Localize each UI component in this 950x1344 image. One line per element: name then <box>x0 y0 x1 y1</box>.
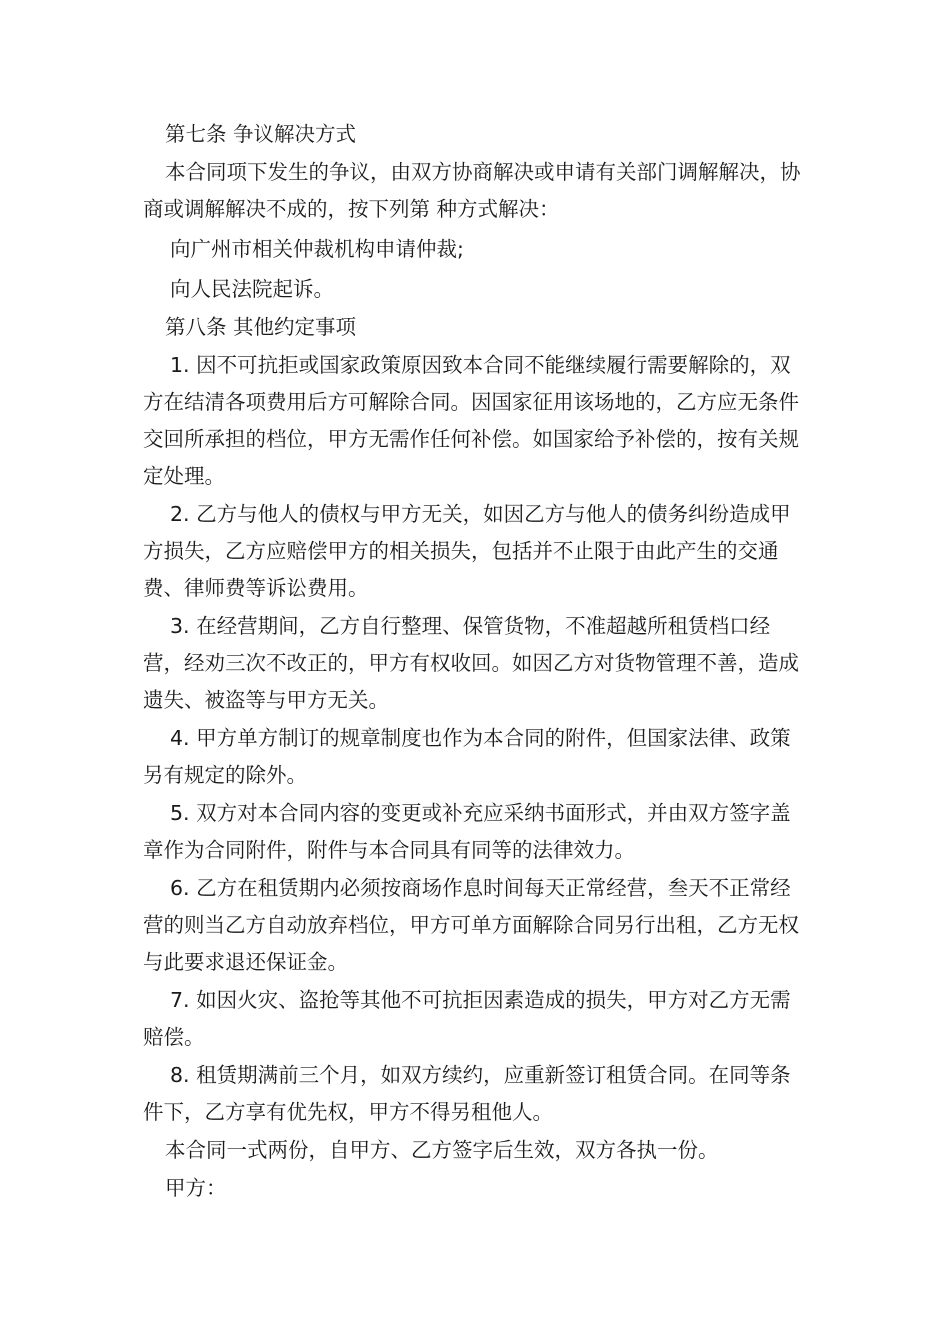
signature-party-a-label: 甲方： <box>165 1176 227 1200</box>
paragraph-copies: 本合同一式两份，自甲方、乙方签字后生效，双方各执一份。 <box>165 1138 719 1162</box>
document-body <box>143 116 811 1207</box>
clause-1: 1. 因不可抗拒或国家政策原因致本合同不能继续履行需要解除的，双方在结清各项费用后方可解除合同。因国家征用该场地的，乙方应无条件交回所承担的档位，甲方无需作任何补偿。如国家给予补偿的，按有关规定处理。 <box>143 353 799 488</box>
clause-7: 7. 如因火灾、盗抢等其他不可抗拒因素造成的损失，甲方对乙方无需赔偿。 <box>143 988 791 1049</box>
clause-3: 3. 在经营期间，乙方自行整理、保管货物，不准超越所租赁档口经营，经劝三次不改正的，甲方有权收回。如因乙方对货物管理不善，造成遗失、被盗等与甲方无关。 <box>143 614 799 712</box>
clause-2: 2. 乙方与他人的债权与甲方无关，如因乙方与他人的债务纠纷造成甲方损失，乙方应赔偿甲方的相关损失，包括并不止限于由此产生的交通费、律师费等诉讼费用。 <box>143 502 791 600</box>
option-arbitration: 向广州市相关仲裁机构申请仲裁; <box>170 237 464 261</box>
section-heading-article-8: 第八条 其他约定事项 <box>165 315 357 339</box>
clause-4: 4. 甲方单方制订的规章制度也作为本合同的附件，但国家法律、政策另有规定的除外。 <box>143 726 791 787</box>
option-court: 向人民法院起诉。 <box>170 277 334 301</box>
clause-5: 5. 双方对本合同内容的变更或补充应采纳书面形式，并由双方签字盖章作为合同附件，附件与本合同具有同等的法律效力。 <box>143 801 791 862</box>
clause-6: 6. 乙方在租赁期内必须按商场作息时间每天正常经营，叁天不正常经营的则当乙方自动放弃档位，甲方可单方面解除合同另行出租，乙方无权与此要求退还保证金。 <box>143 876 799 974</box>
section-heading-article-7: 第七条 争议解决方式 <box>165 122 357 146</box>
paragraph-dispute-resolution: 本合同项下发生的争议，由双方协商解决或申请有关部门调解解决，协商或调解解决不成的，按下列第 种方式解决： <box>143 160 801 221</box>
clause-8: 8. 租赁期满前三个月，如双方续约，应重新签订租赁合同。在同等条件下，乙方享有优先权，甲方不得另租他人。 <box>143 1063 791 1124</box>
